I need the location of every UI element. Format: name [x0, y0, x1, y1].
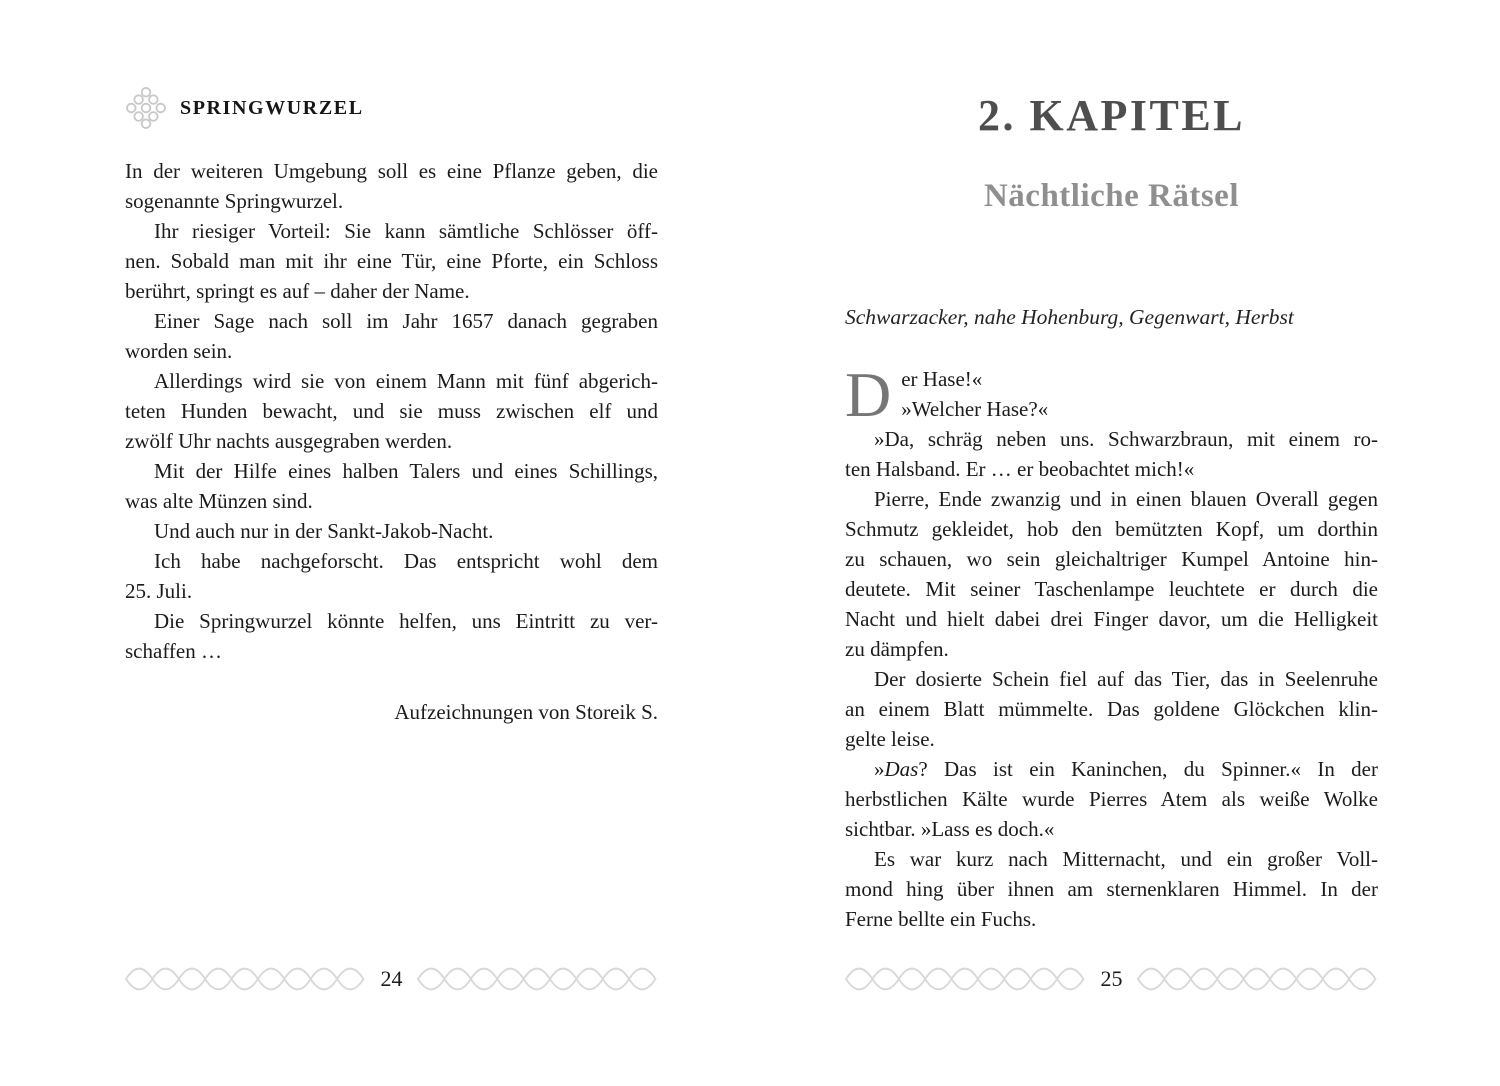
paragraph [125, 606, 658, 666]
page-number: 24 [380, 966, 403, 991]
text-line: »Das? Das ist ein Kaninchen, du Spinner.« In der [874, 757, 1378, 781]
paragraph [845, 359, 1378, 430]
running-head-title: SPRINGWURZEL [180, 96, 364, 119]
text-line: Ferne bellte ein Fuchs. [845, 907, 1037, 931]
text-line: an einem Blatt mümmelte. Das goldene Glöckchen klin- [845, 697, 1378, 721]
page-25-body [845, 359, 1378, 934]
knot-icon [125, 84, 167, 132]
text-line: ten Halsband. Er … er beobachtet mich!« [845, 457, 1195, 481]
paragraph [845, 754, 1378, 844]
text-line: zu schauen, wo sein gleichaltriger Kumpel Antoine hin- [845, 547, 1378, 571]
text-line: Ihr riesiger Vorteil: Sie kann sämtliche Schlösser öff- [154, 219, 658, 243]
braid-ornament-icon [125, 967, 367, 991]
page-25-footer [845, 966, 1378, 992]
text-line: schaffen … [125, 639, 222, 663]
paragraph [125, 306, 658, 366]
text-line: Ich habe nachgeforscht. Das entspricht wohl dem [154, 549, 658, 573]
signature-line: Aufzeichnungen von Storeik S. [394, 700, 658, 724]
braid-ornament-icon [1137, 967, 1379, 991]
text-line: er Hase!« [901, 367, 983, 391]
drop-cap: D [845, 359, 892, 430]
text-line: sogenannte Springwurzel. [125, 189, 344, 213]
braid-ornament-icon [845, 967, 1087, 991]
text-line: Schmutz gekleidet, hob den bemützten Kopf, um dorthin [845, 517, 1378, 541]
text-line: gelte leise. [845, 727, 935, 751]
text-line: Der dosierte Schein fiel auf das Tier, das in Seelenruhe [874, 667, 1378, 691]
text-line: herbstlichen Kälte wurde Pierres Atem als weiße Wolke [845, 787, 1378, 811]
text-line: zu dämpfen. [845, 637, 949, 661]
running-head [125, 84, 364, 132]
page-25 [845, 0, 1378, 1086]
paragraph [125, 516, 658, 546]
text-line: Nacht und hielt dabei drei Finger davor, um die Helligkeit [845, 607, 1378, 631]
paragraph [125, 546, 658, 606]
paragraph [845, 484, 1378, 664]
scene-setting-line: Schwarzacker, nahe Hohenburg, Gegenwart, Herbst [845, 305, 1294, 329]
paragraph [125, 366, 658, 456]
page-24-footer [125, 966, 658, 992]
paragraph [125, 456, 658, 516]
text-line: Pierre, Ende zwanzig und in einen blauen Overall gegen [874, 487, 1378, 511]
paragraph [845, 424, 1378, 484]
chapter-number: 2. KAPITEL [977, 91, 1246, 140]
paragraph [125, 156, 658, 216]
text-line: worden sein. [125, 339, 233, 363]
text-line: nen. Sobald man mit ihr eine Tür, eine Pforte, ein Schloss [125, 249, 658, 273]
text-line: Einer Sage nach soll im Jahr 1657 danach gegraben [154, 309, 658, 333]
text-line: In der weiteren Umgebung soll es eine Pflanze geben, die [125, 159, 658, 183]
chapter-title: Nächtliche Rätsel [983, 178, 1240, 214]
text-line: berührt, springt es auf – daher der Name. [125, 279, 470, 303]
text-line: Allerdings wird sie von einem Mann mit fünf abgerich- [154, 369, 658, 393]
text-line: »Welcher Hase?« [901, 397, 1049, 421]
text-line: »Da, schräg neben uns. Schwarzbraun, mit einem ro- [874, 427, 1378, 451]
text-line: Mit der Hilfe eines halben Talers und eines Schillings, [154, 459, 658, 483]
paragraph [845, 664, 1378, 754]
text-line: 25. Juli. [125, 579, 193, 603]
paragraph [125, 216, 658, 306]
text-line: zwölf Uhr nachts ausgegraben werden. [125, 429, 453, 453]
text-line: sichtbar. »Lass es doch.« [845, 817, 1055, 841]
braid-ornament-icon [417, 967, 659, 991]
page-24-body [125, 156, 658, 666]
text-line: Die Springwurzel könnte helfen, uns Eintritt zu ver- [154, 609, 658, 633]
page-number: 25 [1100, 966, 1123, 991]
paragraph [845, 844, 1378, 934]
text-line: teten Hunden bewacht, und sie muss zwischen elf und [125, 399, 658, 423]
text-line: mond hing über ihnen am sternenklaren Himmel. In der [845, 877, 1378, 901]
text-line: Es war kurz nach Mitternacht, und ein großer Voll- [874, 847, 1378, 871]
text-line: deutete. Mit seiner Taschenlampe leuchtete er durch die [845, 577, 1378, 601]
page-24 [125, 0, 658, 1086]
text-line: Und auch nur in der Sankt-Jakob-Nacht. [154, 519, 494, 543]
text-line: was alte Münzen sind. [125, 489, 313, 513]
